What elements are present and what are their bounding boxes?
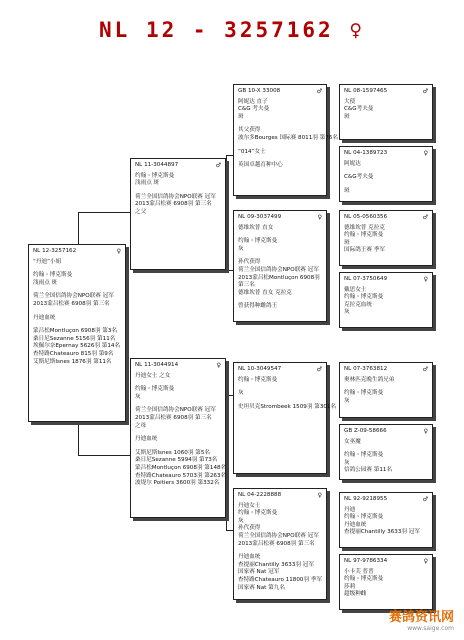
sex-symbol: ♂ <box>316 366 322 373</box>
pedigree-line: 阿妮达 直子 <box>238 98 268 105</box>
pedigree-line: 桑日尼Sezanne 5156羽 第11名 <box>33 335 116 342</box>
pedigree-line: 荷兰全国信鸽协会NPO联赛 冠军 <box>135 193 216 200</box>
pedigree-line: 第三名 <box>238 282 255 289</box>
pedigree-box-sire <box>130 158 226 270</box>
pedigree-line: 桑日尼Sezanne 5994羽 第73名 <box>135 457 218 464</box>
pedigree-line: C&G 考夫曼 <box>238 106 270 113</box>
pedigree-line: 丹迪女士 <box>238 502 261 509</box>
pedigree-line: 德维坎普 克拉克 <box>344 224 385 231</box>
pedigree-box-sdd <box>339 272 433 328</box>
pedigree-line: 荷兰全国信鸽协会NPO联赛 冠军 <box>238 266 319 273</box>
pedigree-line: 丹迪血统 <box>135 436 158 443</box>
ring-number: NL 07-3763812 <box>344 366 388 372</box>
pedigree-line: 奥林匹克晚生鸽兄弟 <box>344 376 395 383</box>
pedigree-line: 灰 <box>135 393 141 400</box>
ring-number: NL 09-3037499 <box>238 214 282 220</box>
watermark-name: 赛鸽资讯网 <box>388 610 454 625</box>
pedigree-line: 斑 <box>344 239 350 246</box>
sex-symbol: ♀ <box>423 276 428 283</box>
ring-number: NL 12-3257162 <box>33 248 77 254</box>
pedigree-line: 约翰・博克斯曼 <box>344 294 384 301</box>
pedigree-line: 孙代获得 <box>238 259 261 266</box>
connector-line <box>78 455 130 456</box>
pedigree-line: C&G考夫曼 <box>344 106 374 113</box>
pedigree-line: 戴思女士 <box>344 286 367 293</box>
pedigree-line: 荷兰全国信鸽协会NPO联赛 冠军 <box>238 532 319 539</box>
pedigree-line: 斑 <box>344 113 350 120</box>
pedigree-box-dam-dam <box>233 488 327 600</box>
pedigree-line: 灰 <box>238 245 244 252</box>
pedigree-line: 灰 <box>238 390 244 397</box>
ring-number: NL 97-9786334 <box>344 558 388 564</box>
pedigree-box-sire-sire <box>233 84 338 196</box>
pedigree-line: 约翰・博克斯曼 <box>135 386 175 393</box>
page-title: NL 12 - 3257162 ♀ <box>99 18 365 42</box>
pedigree-line: 大使 <box>344 98 356 105</box>
ring-number: NL 11-3044897 <box>135 162 179 168</box>
sex-symbol: ♀ <box>116 248 121 255</box>
pedigree-line: 小卡芙 普普 <box>344 568 374 575</box>
pedigree-line: 约翰・博克斯曼 <box>344 452 384 459</box>
pedigree-line: 灰 <box>344 459 350 466</box>
pedigree-line: 2013蒙吕松赛 6908羽 第三名 <box>135 201 212 208</box>
pedigree-line: 灰 <box>238 517 244 524</box>
pedigree-line: 蒙吕松Montluçon 6908羽 第3名 <box>33 328 118 335</box>
pedigree-box-ddd <box>339 554 433 610</box>
pedigree-box-dsd <box>339 424 433 480</box>
pedigree-line: 丹迪女士 之女 <box>135 372 171 379</box>
ring-number: NL 04-2228888 <box>238 492 282 498</box>
ring-number: NL 92-9218955 <box>344 496 388 502</box>
sex-symbol: ♀ <box>317 214 322 221</box>
ring-number: NL 08-1597465 <box>344 88 388 94</box>
pedigree-line: 2013蒙吕松Montluçon 6908羽 <box>238 274 320 281</box>
pedigree-line: 丹迪血统 <box>33 314 56 321</box>
pedigree-line: 查提丽Chantilly 3633羽 冠军 <box>238 561 314 568</box>
pedigree-line: 德维坎普 直女 <box>238 224 274 231</box>
pedigree-line: 克拉克血统 <box>344 301 372 308</box>
sex-symbol: ♀ <box>423 558 428 565</box>
sex-symbol: ♀ <box>423 428 428 435</box>
pedigree-line: 灰 <box>344 309 350 316</box>
pedigree-line: 查特路Chateauro 5703羽 第263名 <box>135 472 227 479</box>
pedigree-box-subject <box>28 244 126 422</box>
pedigree-line: 蒙吕松Montluçon 6908羽 第148名 <box>135 464 227 471</box>
pedigree-line: 荷兰全国信鸽协会NPO联赛 冠军 <box>33 293 114 300</box>
pedigree-box-dds <box>339 492 433 548</box>
pedigree-box-sire-dam <box>233 210 327 322</box>
pedigree-line: 约翰・博克斯曼 <box>344 514 384 521</box>
pedigree-line: 德维坎普 直女 克拉克 <box>238 289 292 296</box>
ring-number: NL 07-3750649 <box>344 276 388 282</box>
sex-symbol: ♂ <box>422 88 428 95</box>
pedigree-line: 查特路Chateauro 815羽 第9名 <box>33 350 114 357</box>
sex-symbol: ♂ <box>422 366 428 373</box>
pedigree-line: 浅雨点 斑 <box>135 180 160 187</box>
pedigree-line: 阿妮达 <box>344 160 361 167</box>
connector-line <box>226 155 227 270</box>
pedigree-line: 波尔多Bourges 国际赛 8011羽 第76名 <box>238 134 338 141</box>
pedigree-line: 荷兰全国信鸽协会NPO联赛 冠军 <box>135 407 216 414</box>
pedigree-line: 浅雨点 斑 <box>33 279 58 286</box>
pedigree-box-dam <box>130 358 226 518</box>
pedigree-line: 信鸽公园赛 第11名 <box>344 467 393 474</box>
connector-line <box>226 395 233 396</box>
sex-symbol: ♂ <box>422 214 428 221</box>
ring-number: NL 04-1389723 <box>344 150 388 156</box>
connector-line <box>226 155 233 156</box>
pedigree-line: 孙代获得 <box>238 525 261 532</box>
pedigree-line: 莎莉 <box>344 583 356 590</box>
sex-symbol: ♂ <box>422 496 428 503</box>
pedigree-line: 艾斯尼斯Isnes 1876羽 第11名 <box>33 358 112 365</box>
pedigree-line: “丹迪”小姐 <box>33 258 62 265</box>
pedigree-line: 2013蒙吕松赛 6908羽 第三名 <box>135 414 212 421</box>
pedigree-line: 查提丽Chantilly 3633羽 冠军 <box>344 529 420 536</box>
connector-line <box>78 212 130 213</box>
pedigree-line: 2013蒙吕松赛 6908羽 第三名 <box>238 540 315 547</box>
connector-line <box>226 530 233 531</box>
pedigree-line: 约翰・博克斯曼 <box>238 510 278 517</box>
pedigree-line: 之母 <box>135 422 147 429</box>
connector-line <box>226 395 227 530</box>
pedigree-line: 斑 <box>344 187 350 194</box>
pedigree-line: 国家赛 Nat 冠军 <box>238 569 280 576</box>
pedigree-line: 其父获得 <box>238 127 261 134</box>
pedigree-box-sds <box>339 210 433 266</box>
sex-symbol: ♂ <box>316 88 322 95</box>
pedigree-box-ssd <box>339 146 433 202</box>
pedigree-line: 约翰・博克斯曼 <box>344 232 384 239</box>
sex-symbol: ♂ <box>215 162 221 169</box>
sex-symbol: ♀ <box>317 492 322 499</box>
ring-number: GB Z-09-58666 <box>344 428 387 434</box>
pedigree-line: 英国卓越育种中心 <box>238 162 283 169</box>
pedigree-line: 国家赛 Nat 第九名 <box>238 584 285 591</box>
pedigree-line: 约翰・博克斯曼 <box>238 376 278 383</box>
pedigree-line: 灰 <box>344 397 350 404</box>
ring-number: NL 10-3049547 <box>238 366 282 372</box>
pedigree-line: 约翰・博克斯曼 <box>238 238 278 245</box>
sex-symbol: ♀ <box>423 150 428 157</box>
pedigree-line: 约翰・博克斯曼 <box>344 390 384 397</box>
pedigree-line: “014”女士 <box>238 148 266 155</box>
pedigree-line: 丹迪 <box>344 506 356 513</box>
pedigree-line: 国际鸽王赛 季军 <box>344 247 385 254</box>
ring-number: NL 05-0560356 <box>344 214 388 220</box>
ring-number: NL 11-3044914 <box>135 362 179 368</box>
pedigree-line: 埃佩尔奈Epernay 5626羽 第14名 <box>33 343 121 350</box>
pedigree-line: 斑 <box>238 113 244 120</box>
pedigree-line: C&G考夫曼 <box>344 174 374 181</box>
connector-line <box>226 270 233 271</box>
pedigree-line: 曾获得种雌鸽王 <box>238 303 278 310</box>
pedigree-line: 查特路Chateauro 11800羽 季军 <box>238 576 322 583</box>
pedigree-line: 丹迪血统 <box>344 521 367 528</box>
pedigree-box-sss <box>339 84 433 140</box>
watermark-logo <box>389 606 454 632</box>
pedigree-box-dss <box>339 362 433 418</box>
pedigree-line: 丹迪血统 <box>238 554 261 561</box>
pedigree-box-dam-sire <box>233 362 337 474</box>
watermark-url: www.saige.com <box>407 625 454 632</box>
sex-symbol: ♀ <box>216 362 221 369</box>
pedigree-line: 约翰・博克斯曼 <box>344 576 384 583</box>
pedigree-line: 超级种雌 <box>344 591 367 598</box>
pedigree-line: 艾斯尼斯Isnes 1060羽 第5名 <box>135 449 210 456</box>
pedigree-line: 史坦贝克Strombeek 1509羽 第301名 <box>238 403 337 410</box>
pedigree-line: 2013蒙吕松赛 6908羽 第三名 <box>33 300 110 307</box>
pedigree-line: 波堤尔 Poitiers 3600羽 第332名 <box>135 480 220 487</box>
ring-number: GB 10-X 33008 <box>238 88 281 94</box>
pedigree-line: 约翰・博克斯曼 <box>135 172 175 179</box>
pedigree-line: 女巫魔 <box>344 438 361 445</box>
pedigree-line: 之父 <box>135 208 147 215</box>
pedigree-line: 约翰・博克斯曼 <box>33 272 73 279</box>
